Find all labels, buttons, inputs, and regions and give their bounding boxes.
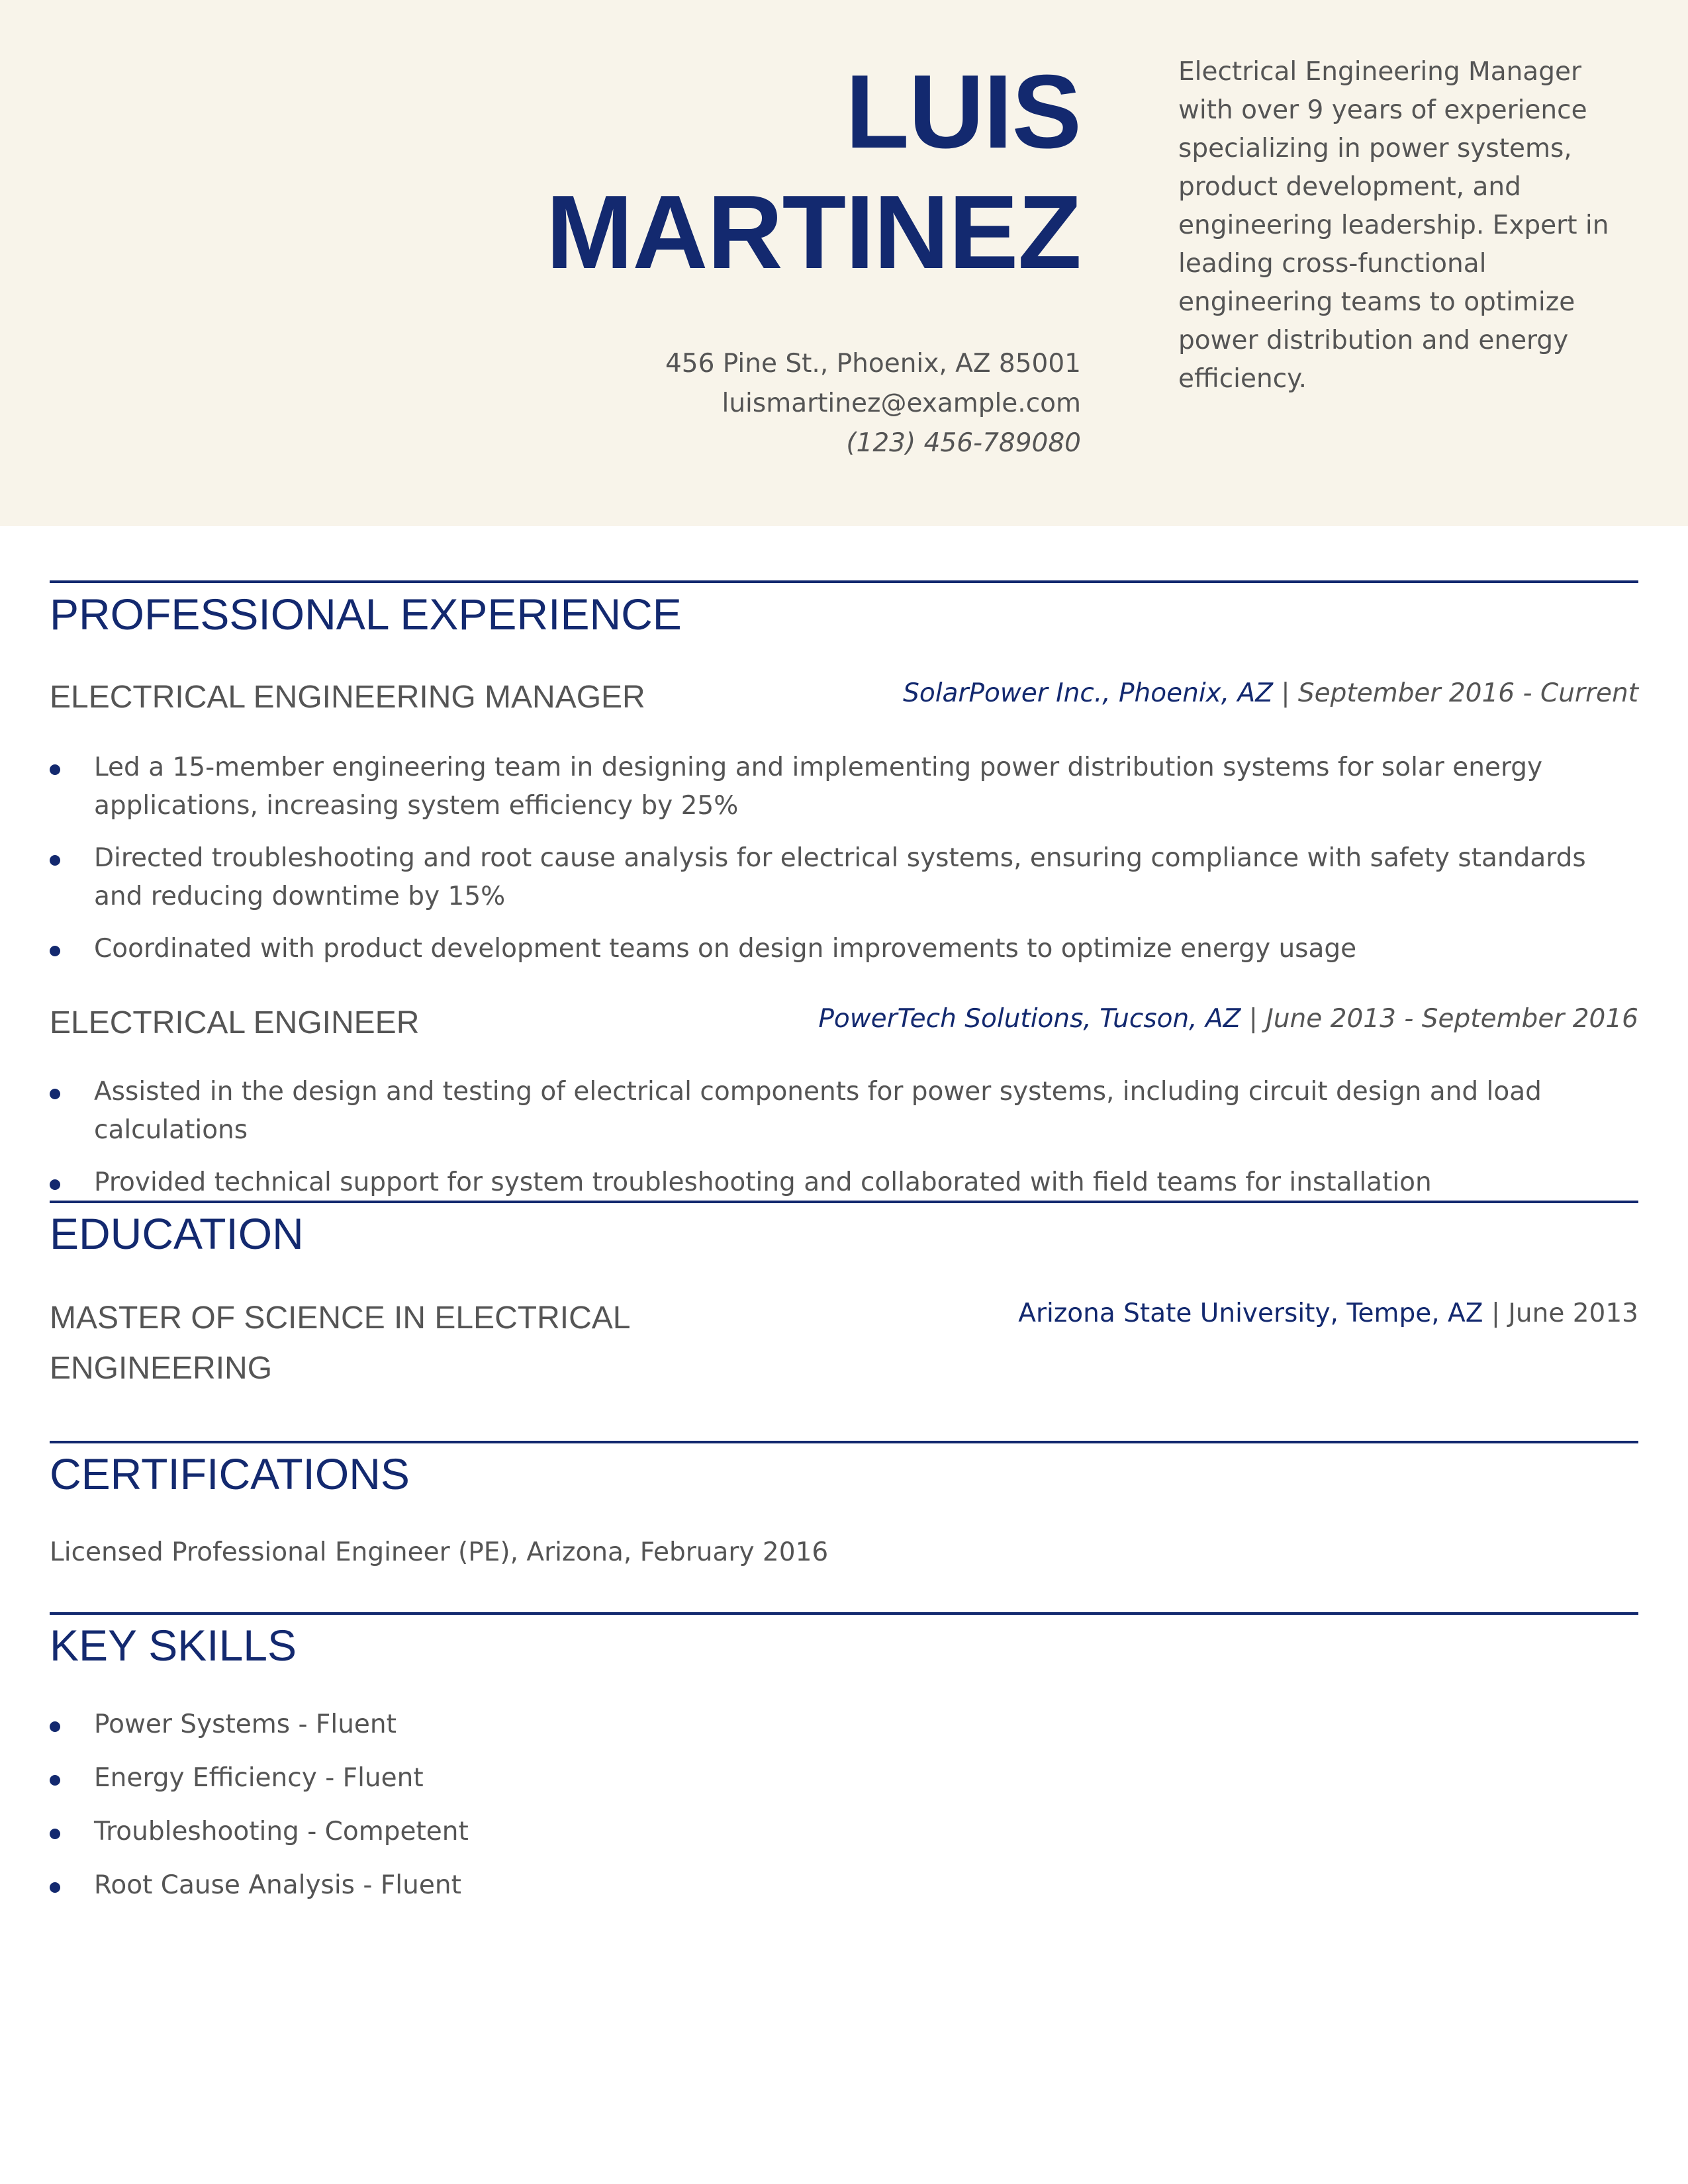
list-item: Root Cause Analysis - Fluent <box>50 1866 1638 1905</box>
section-divider <box>50 1201 1638 1203</box>
email: luismartinez@example.com <box>722 388 1081 418</box>
list-item: Directed troubleshooting and root cause analysis for electrical systems, ensuring compliance with safety standards and reducing downtime by 15% <box>50 839 1638 916</box>
list-item: Provided technical support for system troubleshooting and collaborated with field teams for installation <box>50 1163 1638 1202</box>
job-dates: June 2013 - September 2016 <box>1266 1004 1638 1034</box>
resume-header <box>0 0 1688 526</box>
degree-line: MASTER OF SCIENCE IN ELECTRICAL <box>50 1300 631 1336</box>
degree <box>50 1293 630 1394</box>
job-bullets <box>50 749 1638 982</box>
job-company: SolarPower Inc., Phoenix, AZ <box>903 678 1273 708</box>
list-item: Energy Efficiency - Fluent <box>50 1759 1638 1797</box>
job-bullets <box>50 1073 1638 1216</box>
certification-item: Licensed Professional Engineer (PE), Arizona, February 2016 <box>50 1537 829 1567</box>
first-name: LUIS <box>845 54 1081 170</box>
section-divider <box>50 1612 1638 1615</box>
graduation-date: June 2013 <box>1508 1298 1638 1328</box>
meta-separator: | <box>1248 1004 1258 1034</box>
skills-list <box>50 1706 1638 1920</box>
summary: Electrical Engineering Manager with over 9 years of experience specializing in power systems, product development, and engineering leadership. Expert in leading cross-functional engineering teams to optimize power distribution and energy efficiency. <box>1178 57 1609 394</box>
candidate-name <box>546 52 1081 293</box>
meta-separator: | <box>1491 1298 1500 1328</box>
job-title: ELECTRICAL ENGINEERING MANAGER <box>50 680 645 715</box>
list-item: Power Systems - Fluent <box>50 1706 1638 1744</box>
skills-title: KEY SKILLS <box>50 1621 297 1670</box>
list-item: Assisted in the design and testing of electrical components for power systems, including circuit design and load calculations <box>50 1073 1638 1150</box>
job-meta <box>903 678 1638 708</box>
last-name: MARTINEZ <box>545 174 1081 291</box>
experience-title: PROFESSIONAL EXPERIENCE <box>50 590 682 639</box>
job-company: PowerTech Solutions, Tucson, AZ <box>818 1004 1241 1034</box>
certifications-title: CERTIFICATIONS <box>50 1449 410 1498</box>
education-title: EDUCATION <box>50 1209 304 1258</box>
degree-line: ENGINEERING <box>50 1351 273 1386</box>
address: 456 Pine St., Phoenix, AZ 85001 <box>665 349 1081 379</box>
list-item: Coordinated with product development teams on design improvements to optimize energy usage <box>50 930 1638 968</box>
job-dates: September 2016 - Current <box>1297 678 1638 708</box>
section-divider <box>50 1441 1638 1443</box>
phone: (123) 456-789080 <box>846 428 1081 458</box>
contact-info <box>665 344 1081 463</box>
job-meta <box>818 1004 1638 1034</box>
education-meta <box>1018 1298 1638 1328</box>
meta-separator: | <box>1281 678 1290 708</box>
list-item: Troubleshooting - Competent <box>50 1813 1638 1851</box>
list-item: Led a 15-member engineering team in designing and implementing power distribution systems for solar energy applications, increasing system efficiency by 25% <box>50 749 1638 825</box>
school: Arizona State University, Tempe, AZ <box>1018 1298 1483 1328</box>
section-divider <box>50 580 1638 583</box>
job-title: ELECTRICAL ENGINEER <box>50 1005 420 1040</box>
